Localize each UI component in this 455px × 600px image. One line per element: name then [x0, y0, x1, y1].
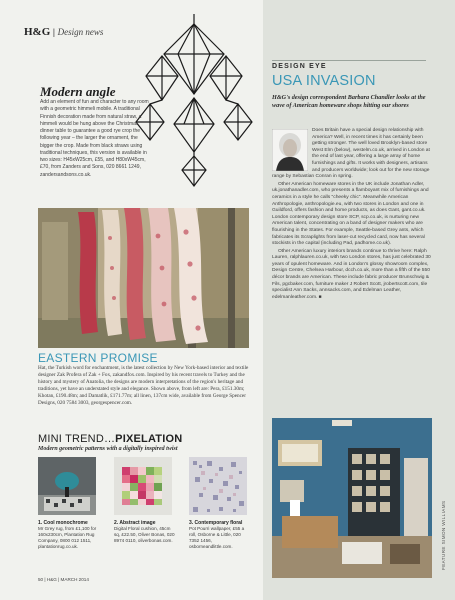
mini-trend-prefix: MINI TREND…: [38, 433, 116, 445]
usa-invasion-standfirst: H&G's design correspondent Barbara Chandler looks at the wave of American homeware shops hitting our shores: [272, 94, 426, 109]
body-paragraph: Other American luxury interiors brands continue to thrive here: Ralph Lauren, ralphlauren.co.uk, with two London stores, has just celebrated 30 years of opulent homeware. And in London's glossy showroom complex, Design Centre, Chelsea Harbour, dcch.co.uk, more than a fifth of the 550 décor brands are American. These include fabric producer Brunschwig & Fils, pgcbaker.com, furniture maker J Robert Scott, jrobertscott.com, tile specialist Ann Sacks, annsacks.com, and Edelman Leather, edelmanleather.com. ■: [272, 248, 431, 300]
body-paragraph: Other American homeware stores in the UK include Jonathan Adler, uk.jonathanadler.com, who presents a flamboyant mix of furnishings and ceramics in a style he calls "cheeky chic". Meanwhile American Anthropologie, anthropologie.eu, with two stores in London and one in Guildford, offers fashion and home products, as does Gant, gant.co.uk. London contemporary design store SCP, scp.co.uk, is nurturing new American talent, concentrating on a band of designer makers who are flourishing in the States. For example, Seattle-based Grey ants, which fabricates its Scraplights from laser-cut recycled card, now has several stockists in the capital (including Pad, padhome.co.uk).: [272, 181, 429, 247]
mini-trend-title: [38, 433, 182, 445]
trend-item-1-body: Mr Grey rug, from £1,100 for 160x230cm, Plantation Rug Company, 0800 012 1511, plantationrug.co.uk.: [38, 526, 97, 550]
author-portrait-photo: [272, 129, 308, 171]
design-eye-label: DESIGN EYE: [272, 63, 327, 70]
side-credit: [441, 490, 451, 580]
section-header: [24, 26, 103, 38]
brand-logo: H&G: [24, 26, 51, 38]
header-divider: |: [52, 27, 58, 37]
eastern-promise-title: EASTERN PROMISE: [38, 351, 158, 365]
eastern-promise-fabric-photo: [38, 208, 249, 348]
body-paragraph: Does Britain have a special design relationship with America? Well, in recent times it has certainly been getting stronger. The well loved Brooklyn-based store West Elm (below), westelm.co.uk, arrived in London at the end of last year, offering a large array of home furnishings and gifts. It works with designers, artisans and producers worldwide; look out for the new storage range by Sebastian Conran in spring.: [272, 128, 430, 180]
eastern-promise-body: Hat, the Turkish word for enchantment, is the latest collection by New York-based interior and textile designer Zak Profera of Zak + Fox, zakandfox.com. Inspired by his recent travels to Turkey and the history and mystery of Anatolia, the designs are modern interpretations of the region's heritage and traditions, yet have an understated style and elegance. Shown above, from left are: Pera, £151.30m; Khotan, £190.48m; and Damatlik, £171.77m; all linen, 137cm wide, available from George Spencer Designs, 020 7584 3003, georgespencer.com.: [38, 365, 249, 407]
section-name: Design news: [57, 27, 104, 37]
trend-item-3: [189, 520, 251, 550]
abstract-cushion-photo: [114, 457, 172, 515]
design-eye-column: [263, 0, 455, 600]
monochrome-rug-photo: [38, 457, 96, 515]
mini-trend-keyword: PIXELATION: [115, 433, 183, 445]
side-credit-text: FEATURE SIMON WILLIAMS: [441, 500, 446, 570]
usa-invasion-title: USA INVASION: [272, 73, 376, 89]
trend-item-1: [38, 520, 100, 550]
floral-wallpaper-photo: [189, 457, 247, 515]
page-folio: 50 | H&G | MARCH 2014: [38, 577, 89, 582]
column-rule: [272, 60, 426, 61]
west-elm-store-photo: [272, 418, 432, 578]
mini-trend-subtitle: Modern geometric patterns with a digitally inspired twist: [38, 446, 178, 452]
modern-angle-title: Modern angle: [40, 84, 116, 99]
trend-item-2-body: Digital Floral cushion, 45cm sq, £22.50, Oliver Bonas, 020 8974 0110, oliverbonas.com.: [114, 526, 175, 544]
trend-item-2-title: 2. Abstract image: [114, 520, 156, 526]
trend-item-2: [114, 520, 176, 544]
trend-item-3-title: 3. Contemporary floral: [189, 520, 243, 526]
modern-angle-body: Add an element of fun and character to any room with a geometric himmeli mobile. A traditional Finnish decoration made from natural straw, a himmeli would be hung above the Christmas dinner table to guarantee a good rye crop the following year – the larger the ornament, the bigger the crop. Made from black straws using traditional techniques, this version is available in two sizes: H45xW25cm, £55, and H80xW45cm, £70, from Zanders and Sons, 020 8661 1249, zandersandsons.co.uk.: [40, 99, 149, 178]
trend-item-1-title: 1. Cool monochrome: [38, 520, 88, 526]
trend-item-3-body: Pot Pourri wallpaper, £55 a roll, Osborne & Little, 020 7352 1456, osborneandlittle.com.: [189, 526, 245, 550]
